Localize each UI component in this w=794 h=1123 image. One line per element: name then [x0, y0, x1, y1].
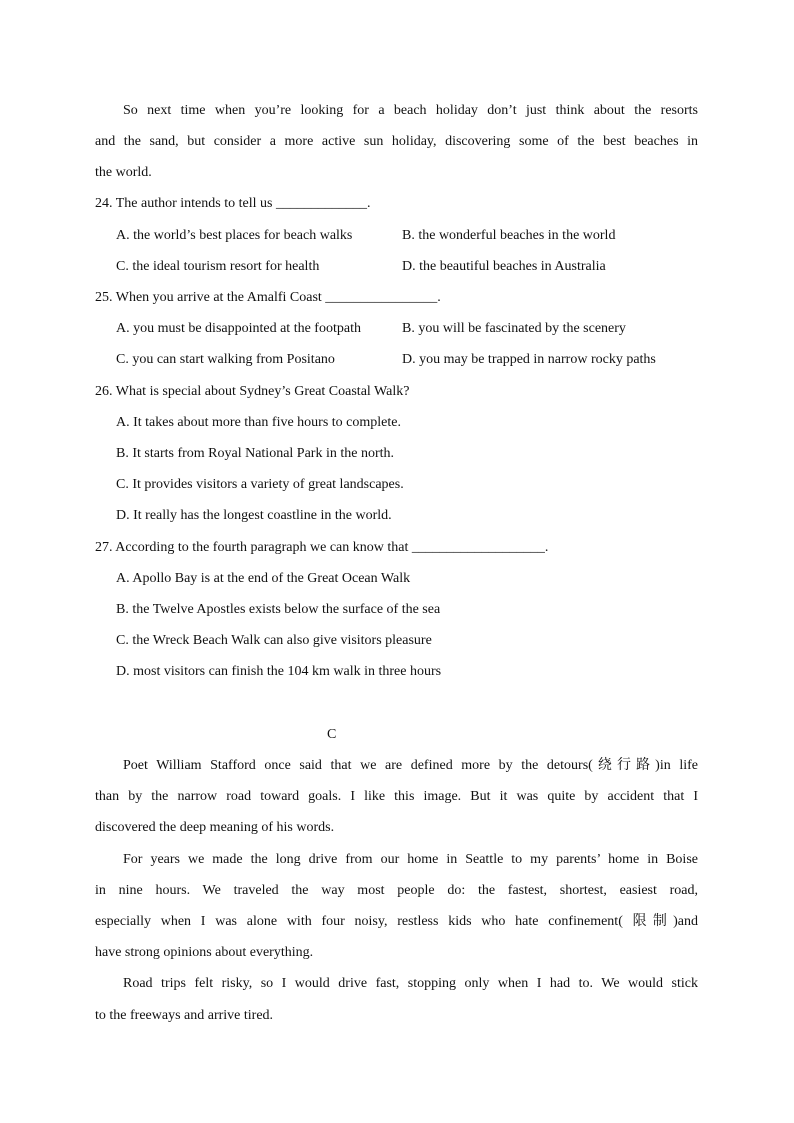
- section-c-p1-line-1: Poet William Stafford once said that we are defined more by the detours(绕行路)in life: [123, 758, 698, 773]
- question-24-option-c: C. the ideal tourism resort for health: [116, 259, 320, 274]
- question-26-option-a: A. It takes about more than five hours to complete.: [116, 415, 401, 430]
- question-25-option-a: A. you must be disappointed at the footpath: [116, 321, 361, 336]
- question-25-stem: 25. When you arrive at the Amalfi Coast ________________.: [95, 290, 441, 305]
- question-26-stem: 26. What is special about Sydney’s Great Coastal Walk?: [95, 384, 410, 399]
- passage-b-line-2: and the sand, but consider a more active sun holiday, discovering some of the best beaches in: [95, 134, 698, 149]
- question-26-option-c: C. It provides visitors a variety of great landscapes.: [116, 477, 404, 492]
- passage-b-line-3: the world.: [95, 165, 152, 180]
- question-27-option-b: B. the Twelve Apostles exists below the surface of the sea: [116, 602, 441, 617]
- section-c-p2-line-4: have strong opinions about everything.: [95, 945, 314, 960]
- question-27-option-a: A. Apollo Bay is at the end of the Great Ocean Walk: [116, 571, 411, 586]
- question-27-option-c: C. the Wreck Beach Walk can also give visitors pleasure: [116, 633, 432, 648]
- section-c-p2-line-3: especially when I was alone with four noisy, restless kids who hate confinement( 限制)and: [95, 914, 698, 929]
- question-25-option-c: C. you can start walking from Positano: [116, 352, 335, 367]
- question-24-option-d: D. the beautiful beaches in Australia: [402, 259, 606, 274]
- question-27-option-d: D. most visitors can finish the 104 km walk in three hours: [116, 664, 442, 679]
- section-c-p2-line-1: For years we made the long drive from our home in Seattle to my parents’ home in Boise: [123, 852, 698, 867]
- question-24-stem: 24. The author intends to tell us _____________.: [95, 196, 371, 211]
- section-c-p3-line-1: Road trips felt risky, so I would drive fast, stopping only when I had to. We would stick: [123, 976, 698, 991]
- question-25-option-b: B. you will be fascinated by the scenery: [402, 321, 626, 336]
- question-27-stem: 27. According to the fourth paragraph we can know that ___________________.: [95, 540, 549, 555]
- passage-b-line-1: So next time when you’re looking for a beach holiday don’t just think about the resorts: [123, 103, 698, 118]
- question-26-option-d: D. It really has the longest coastline in the world.: [116, 508, 392, 523]
- section-c-p2-line-2: in nine hours. We traveled the way most people do: the fastest, shortest, easiest road,: [95, 883, 698, 898]
- question-24-option-a: A. the world’s best places for beach walks: [116, 228, 353, 243]
- question-24-option-b: B. the wonderful beaches in the world: [402, 228, 616, 243]
- section-c-p1-line-2: than by the narrow road toward goals. I like this image. But it was quite by accident that I: [95, 789, 698, 804]
- section-c-p1-line-3: discovered the deep meaning of his words.: [95, 820, 335, 835]
- section-c-p3-line-2: to the freeways and arrive tired.: [95, 1008, 274, 1023]
- question-25-option-d: D. you may be trapped in narrow rocky paths: [402, 352, 656, 367]
- question-26-option-b: B. It starts from Royal National Park in the north.: [116, 446, 395, 461]
- section-c-heading: C: [327, 727, 337, 742]
